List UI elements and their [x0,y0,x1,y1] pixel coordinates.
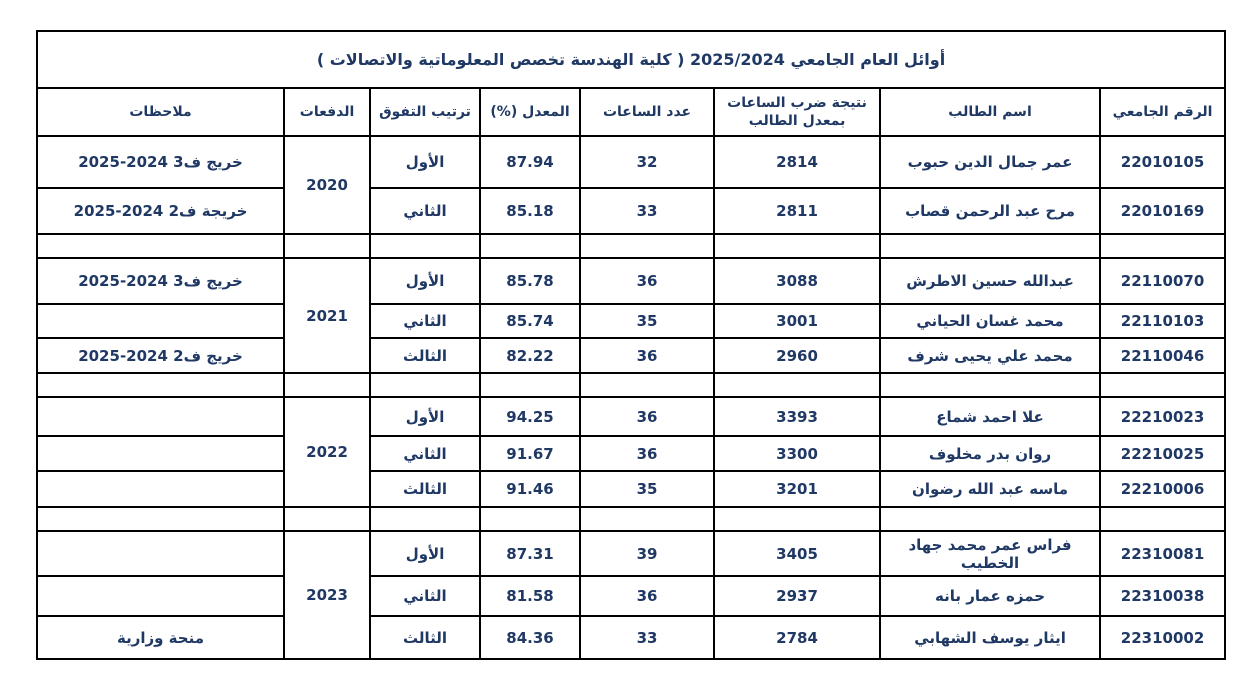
spacer-cell [480,234,580,258]
spacer-row [37,373,1225,397]
header-student-name: اسم الطالب [880,88,1100,136]
product-cell: 2784 [714,616,880,659]
gpa-cell: 91.46 [480,471,580,507]
spacer-cell [370,507,480,531]
rank-cell: الأول [370,258,480,304]
table-row [37,188,1225,234]
rank-cell: الثاني [370,576,480,616]
honor-roll-table [36,30,1226,660]
student-id-cell: 22210023 [1100,397,1225,436]
batch-cell: 2023 [284,531,370,659]
header-student-id: الرقم الجامعي [1100,88,1225,136]
hours-cell: 33 [580,188,714,234]
rank-cell: الثاني [370,304,480,338]
gpa-cell: 91.67 [480,436,580,471]
rank-cell: الأول [370,397,480,436]
student-id-cell: 22110046 [1100,338,1225,373]
spacer-cell [880,507,1100,531]
rank-cell: الثاني [370,188,480,234]
notes-cell [37,471,284,507]
spacer-cell [1100,373,1225,397]
spacer-cell [880,373,1100,397]
table-row [37,258,1225,304]
student-name-cell: مرح عبد الرحمن قصاب [880,188,1100,234]
hours-cell: 39 [580,531,714,576]
student-name-cell: روان بدر مخلوف [880,436,1100,471]
batch-cell: 2021 [284,258,370,373]
notes-cell [37,304,284,338]
student-id-cell: 22010105 [1100,136,1225,188]
student-name-cell: عبدالله حسين الاطرش [880,258,1100,304]
table-row [37,338,1225,373]
header-notes: ملاحظات [37,88,284,136]
rank-cell: الثاني [370,436,480,471]
batch-cell: 2022 [284,397,370,507]
student-id-cell: 22110103 [1100,304,1225,338]
hours-cell: 36 [580,258,714,304]
table-row [37,616,1225,659]
spacer-cell [284,507,370,531]
product-cell: 2937 [714,576,880,616]
notes-cell [37,576,284,616]
student-id-cell: 22110070 [1100,258,1225,304]
student-id-cell: 22310081 [1100,531,1225,576]
hours-cell: 35 [580,304,714,338]
notes-cell: خريجة ف2 2024-2025 [37,188,284,234]
table-row [37,531,1225,576]
student-name-cell: حمزه عمار بانه [880,576,1100,616]
gpa-cell: 85.78 [480,258,580,304]
header-hours: عدد الساعات [580,88,714,136]
spacer-cell [580,507,714,531]
rank-cell: الثالث [370,471,480,507]
table-row [37,471,1225,507]
spacer-cell [1100,507,1225,531]
hours-cell: 36 [580,397,714,436]
spacer-row [37,234,1225,258]
product-cell: 2814 [714,136,880,188]
batch-cell: 2020 [284,136,370,234]
rank-cell: الأول [370,136,480,188]
product-cell: 2811 [714,188,880,234]
notes-cell [37,531,284,576]
spacer-row [37,507,1225,531]
student-name-cell: محمد علي يحيى شرف [880,338,1100,373]
notes-cell: خريج ف2 2024-2025 [37,338,284,373]
student-name-cell: عمر جمال الدين حبوب [880,136,1100,188]
spacer-cell [714,373,880,397]
product-cell: 3201 [714,471,880,507]
table-row [37,576,1225,616]
spacer-cell [1100,234,1225,258]
notes-cell [37,397,284,436]
header-gpa: المعدل (%) [480,88,580,136]
gpa-cell: 87.31 [480,531,580,576]
product-cell: 2960 [714,338,880,373]
student-name-cell: ايثار يوسف الشهابي [880,616,1100,659]
spacer-cell [370,234,480,258]
notes-cell [37,436,284,471]
notes-cell: خريج ف3 2024-2025 [37,258,284,304]
spacer-cell [284,373,370,397]
student-name-cell: محمد غسان الحياني [880,304,1100,338]
gpa-cell: 87.94 [480,136,580,188]
product-cell: 3300 [714,436,880,471]
spacer-cell [37,507,284,531]
student-id-cell: 22310002 [1100,616,1225,659]
spacer-cell [580,234,714,258]
rank-cell: الثالث [370,338,480,373]
honor-roll-document [36,30,1224,660]
header-row [37,88,1225,136]
notes-cell: خريج ف3 2024-2025 [37,136,284,188]
title-row [37,31,1225,88]
gpa-cell: 84.36 [480,616,580,659]
header-product: نتيجة ضرب الساعات بمعدل الطالب [714,88,880,136]
rank-cell: الأول [370,531,480,576]
table-row [37,136,1225,188]
table-row [37,436,1225,471]
spacer-cell [370,373,480,397]
spacer-cell [37,234,284,258]
student-name-cell: ماسه عبد الله رضوان [880,471,1100,507]
hours-cell: 35 [580,471,714,507]
product-cell: 3088 [714,258,880,304]
gpa-cell: 82.22 [480,338,580,373]
hours-cell: 36 [580,576,714,616]
hours-cell: 33 [580,616,714,659]
gpa-cell: 81.58 [480,576,580,616]
notes-cell: منحة وزارية [37,616,284,659]
spacer-cell [284,234,370,258]
student-name-cell: فراس عمر محمد جهاد الخطيب [880,531,1100,576]
spacer-cell [714,234,880,258]
hours-cell: 36 [580,436,714,471]
student-id-cell: 22310038 [1100,576,1225,616]
product-cell: 3393 [714,397,880,436]
hours-cell: 36 [580,338,714,373]
student-id-cell: 22210025 [1100,436,1225,471]
student-name-cell: علا احمد شماع [880,397,1100,436]
gpa-cell: 85.18 [480,188,580,234]
rank-cell: الثالث [370,616,480,659]
header-batch: الدفعات [284,88,370,136]
product-cell: 3405 [714,531,880,576]
spacer-cell [880,234,1100,258]
spacer-cell [714,507,880,531]
table-row [37,397,1225,436]
hours-cell: 32 [580,136,714,188]
header-rank: ترتيب التفوق [370,88,480,136]
spacer-cell [480,373,580,397]
table-title: أوائل العام الجامعي 2025/2024 ( كلية الهندسة تخصص المعلوماتية والاتصالات ) [37,31,1225,88]
gpa-cell: 85.74 [480,304,580,338]
spacer-cell [37,373,284,397]
student-id-cell: 22010169 [1100,188,1225,234]
gpa-cell: 94.25 [480,397,580,436]
student-id-cell: 22210006 [1100,471,1225,507]
product-cell: 3001 [714,304,880,338]
table-row [37,304,1225,338]
spacer-cell [580,373,714,397]
spacer-cell [480,507,580,531]
